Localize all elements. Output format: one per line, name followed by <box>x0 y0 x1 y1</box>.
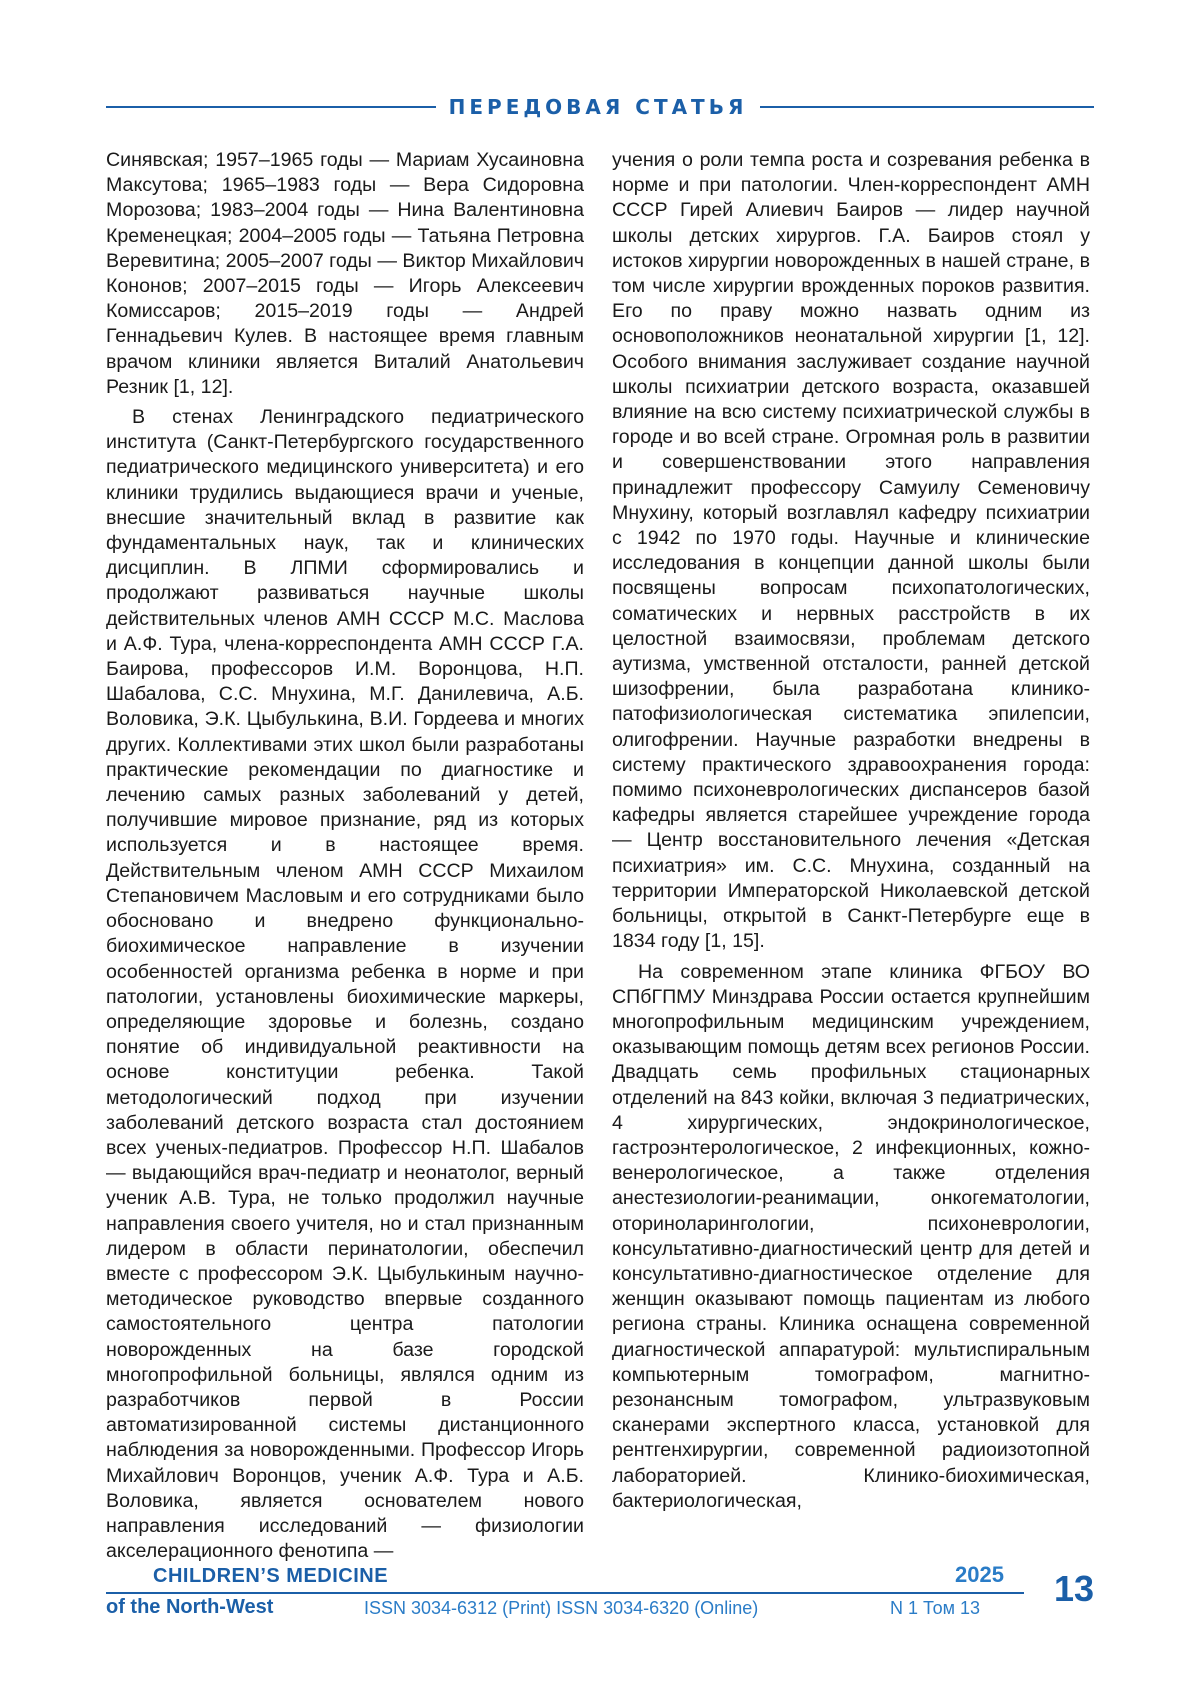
paragraph: учения о роли темпа роста и созревания ребенка в норме и при патологии. Член-корреспондент АМН СССР Гирей Алиевич Баиров — лидер научной школы детских хирургов. Г.А. Баиров стоял у истоков хирургии новорожденных в нашей стране, в том числе хирургии врожденных пороков развития. Его по праву можно назвать одним из основоположников неонатальной хирургии [1, 12]. Особого внимания заслуживает создание научной школы психиатрии детского возраста, оказавшей влияние на всю систему психиатрической службы в городе и во всей стране. Огромная роль в развитии и совершенствовании этого направления принадлежит профессору Самуилу Семеновичу Мнухину, который возглавлял кафедру психиатрии с 1942 по 1970 годы. Научные и клинические исследования в концепции данной школы были посвящены вопросам психопатологических, соматических и нервных расстройств в их целостной взаимосвязи, проблемам детского аутизма, умственной отсталости, ранней детской шизофрении, была разработана клинико-патофизиологическая систематика эпилепсии, олигофрении. Научные разработки внедрены в систему практического здравоохранения города: помимо психоневрологических диспансеров базой кафедры является старейшее учреждение города — Центр восстановительного лечения «Детская психиатрия» им. С.С. Мнухина, созданный на территории Императорской Николаевской детской больницы, открытой в Санкт-Петербурге еще в 1834 году [1, 15]. <box>612 149 1090 953</box>
page-number: 13 <box>1054 1568 1095 1609</box>
issue-info: N 1 Том 13 <box>890 1598 981 1618</box>
section-title: ПЕРЕДОВАЯ СТАТЬЯ <box>448 95 748 119</box>
header-rule-left <box>106 106 436 108</box>
footer-rule <box>106 1592 1024 1594</box>
text-column-left <box>106 148 584 1564</box>
journal-year: 2025 <box>955 1562 1004 1587</box>
text-column-right <box>612 148 1090 1514</box>
paragraph: На современном этапе клиника ФГБОУ ВО СПбГПМУ Минздрава России остается крупнейшим многопрофильным медицинским учреждением, оказывающим помощь детям всех регионов России. Двадцать семь профильных стационарных отделений на 843 койки, включая 3 педиатрических, 4 хирургических, эндокринологическое, гастроэнтерологическое, 2 инфекционных, кожно-венерологическое, а также отделения анестезиологии-реанимации, онкогематологии, оториноларингологии, психоневрологии, консультативно-диагностический центр для детей и консультативно-диагностическое отделение для женщин оказывают помощь пациентам из любого региона страны. Клиника оснащена современной диагностической аппаратурой: мультиспиральным компьютерным томографом, магнитно-резонансным томографом, ультразвуковым сканерами экспертного класса, установкой для рентгенхирургии, современной радиоизотопной лабораторией. Клинико-биохимическая, бактериологическая, <box>612 960 1090 1512</box>
journal-subtitle: of the North-West <box>106 1596 274 1618</box>
issn-info: ISSN 3034-6312 (Print) ISSN 3034-6320 (Online) <box>364 1598 759 1618</box>
journal-title: CHILDREN’S MEDICINE <box>153 1565 389 1587</box>
paragraph: В стенах Ленинградского педиатрического института (Санкт-Петербургского государственного педиатрического медицинского университета) и его клиники трудились выдающиеся врачи и ученые, внесшие значительный вклад в развитие как фундаментальных наук, так и клинических дисциплин. В ЛПМИ сформировались и продолжают развиваться научные школы действительных членов АМН СССР М.С. Маслова и А.Ф. Тура, члена-корреспондента АМН СССР Г.А. Баирова, профессоров И.М. Воронцова, Н.П. Шабалова, С.С. Мнухина, М.Г. Данилевича, А.Б. Воловика, Э.К. Цыбулькина, В.И. Гордеева и многих других. Коллективами этих школ были разработаны практические рекомендации по диагностике и лечению самых разных заболеваний у детей, получившие мировое признание, ряд из которых используется и в настоящее время. Действительным членом АМН СССР Михаилом Степановичем Масловым и его сотрудниками было обосновано и внедрено функционально-биохимическое направление в изучении особенностей организма ребенка в норме и при патологии, установлены биохимические маркеры, определяющие здоровье и болезнь, создано понятие об индивидуальной реактивности на основе конституции ребенка. Такой методологический подход при изучении заболеваний детского возраста стал достоянием всех ученых-педиатров. Профессор Н.П. Шабалов — выдающийся врач-педиатр и неонатолог, верный ученик А.В. Тура, не только продолжил научные направления своего учителя, но и стал признанным лидером в области перинатологии, обеспечил вместе с профессором Э.К. Цыбулькиным научно-методическое руководство впервые созданного самостоятельного центра патологии новорожденных на базе городской многопрофильной больницы, являлся одним из разработчиков первой в России автоматизированной системы дистанционного наблюдения за новорожденными. Профессор Игорь Михайлович Воронцов, ученик А.Ф. Тура и А.Б. Воловика, является основателем нового направления исследований — физиологии акселерационного фенотипа — <box>106 406 584 1563</box>
header-rule-right <box>760 106 1094 108</box>
paragraph: Синявская; 1957–1965 годы — Мариам Хусаиновна Максутова; 1965–1983 годы — Вера Сидоровна Морозова; 1983–2004 годы — Нина Валентиновна Кременецкая; 2004–2005 годы — Татьяна Петровна Веревитина; 2005–2007 годы — Виктор Михайлович Кононов; 2007–2015 годы — Игорь Алексеевич Комиссаров; 2015–2019 годы — Андрей Геннадьевич Кулев. В настоящее время главным врачом клиники является Виталий Анатольевич Резник [1, 12]. <box>106 149 584 398</box>
